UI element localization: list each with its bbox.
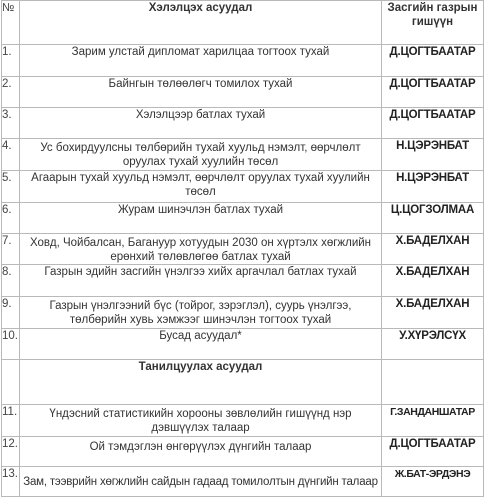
row-number: 4. bbox=[2, 139, 20, 171]
row-number: 8. bbox=[2, 265, 20, 297]
table-row bbox=[2, 265, 484, 297]
row-member: Д.ЦОГТБААТАР bbox=[382, 437, 484, 467]
table-row bbox=[2, 45, 484, 77]
table-row bbox=[2, 234, 484, 265]
header-number: № bbox=[2, 1, 20, 45]
row-member: Х.БАДЕЛХАН bbox=[382, 297, 484, 329]
row-member: Х.БАДЕЛХАН bbox=[382, 234, 484, 265]
row-number: 6. bbox=[2, 203, 20, 234]
header-topic: Хэлэлцэх асуудал bbox=[20, 1, 382, 45]
row-topic: Журам шинэчлэн батлах тухай bbox=[20, 203, 382, 234]
row-topic: Ховд, Чойбалсан, Багануур хотуудын 2030 он хүртэлх хөгжлийн ерөнхий төлөвлөгөө батлах тухай bbox=[20, 234, 382, 265]
row-topic: Газрын эдийн засгийн үнэлгээ хийх аргачлал батлах тухай bbox=[20, 265, 382, 297]
row-topic: Хэлэлцээр батлах тухай bbox=[20, 108, 382, 139]
row-number: 1. bbox=[2, 45, 20, 77]
section-title: Танилцуулах асуудал bbox=[20, 360, 382, 405]
row-topic: Агаарын тухай хуульд нэмэлт, өөрчлөлт оруулах тухай хуулийн төсөл bbox=[20, 171, 382, 203]
table-row bbox=[2, 77, 484, 108]
row-member: Н.ЦЭРЭНБАТ bbox=[382, 139, 484, 171]
row-number: 7. bbox=[2, 234, 20, 265]
row-topic: Байнгын төлөөлөгч томилох тухай bbox=[20, 77, 382, 108]
row-topic: Зарим улстай дипломат харилцаа тогтоох тухай bbox=[20, 45, 382, 77]
table-row bbox=[2, 171, 484, 203]
row-number: 10. bbox=[2, 329, 20, 360]
row-member: Д.ЦОГТБААТАР bbox=[382, 77, 484, 108]
row-number: 9. bbox=[2, 297, 20, 329]
row-member: Д.ЦОГТБААТАР bbox=[382, 45, 484, 77]
table-row bbox=[2, 467, 484, 497]
row-member: У.ХҮРЭЛСҮХ bbox=[382, 329, 484, 360]
row-number: 12. bbox=[2, 437, 20, 467]
table-row bbox=[2, 329, 484, 360]
row-member: Г.ЗАНДАНШАТАР bbox=[382, 405, 484, 437]
agenda-table bbox=[1, 0, 484, 497]
row-member: Д.ЦОГТБААТАР bbox=[382, 108, 484, 139]
row-number: 3. bbox=[2, 108, 20, 139]
table-row bbox=[2, 203, 484, 234]
row-number: 11. bbox=[2, 405, 20, 437]
row-number: 5. bbox=[2, 171, 20, 203]
section-header-row bbox=[2, 360, 484, 405]
table-row bbox=[2, 108, 484, 139]
table-header-row bbox=[2, 1, 484, 45]
row-member: Ц.ЦОГЗОЛМАА bbox=[382, 203, 484, 234]
table-row bbox=[2, 297, 484, 329]
row-topic: Бусад асуудал* bbox=[20, 329, 382, 360]
table-row bbox=[2, 139, 484, 171]
row-topic: Зам, тээврийн хөгжлийн сайдын гадаад томилолтын дүнгийн талаар bbox=[20, 467, 382, 497]
row-member: Ж.БАТ-ЭРДЭНЭ bbox=[382, 467, 484, 497]
row-topic: Ус бохирдуулсны төлбөрийн тухай хуульд нэмэлт, өөрчлөлт оруулах тухай хуулийн төсөл bbox=[20, 139, 382, 171]
row-member: Н.ЦЭРЭНБАТ bbox=[382, 171, 484, 203]
row-topic: Газрын үнэлгээний бүс (тойрог, зэрэглэл), суурь үнэлгээ, төлбөрийн хувь хэмжээг шинэчлэн тогтоох тухай bbox=[20, 297, 382, 329]
header-member: Засгийн газрын гишүүн bbox=[382, 1, 484, 45]
row-topic: Ой тэмдэглэн өнгөрүүлэх дүнгийн талаар bbox=[20, 437, 382, 467]
row-number: 13. bbox=[2, 467, 20, 497]
table-row bbox=[2, 405, 484, 437]
row-number: 2. bbox=[2, 77, 20, 108]
row-topic: Үндэсний статистикийн хорооны зөвлөлийн гишүүнд нэр дэвшүүлэх талаар bbox=[20, 405, 382, 437]
row-member: Х.БАДЕЛХАН bbox=[382, 265, 484, 297]
table-row bbox=[2, 437, 484, 467]
